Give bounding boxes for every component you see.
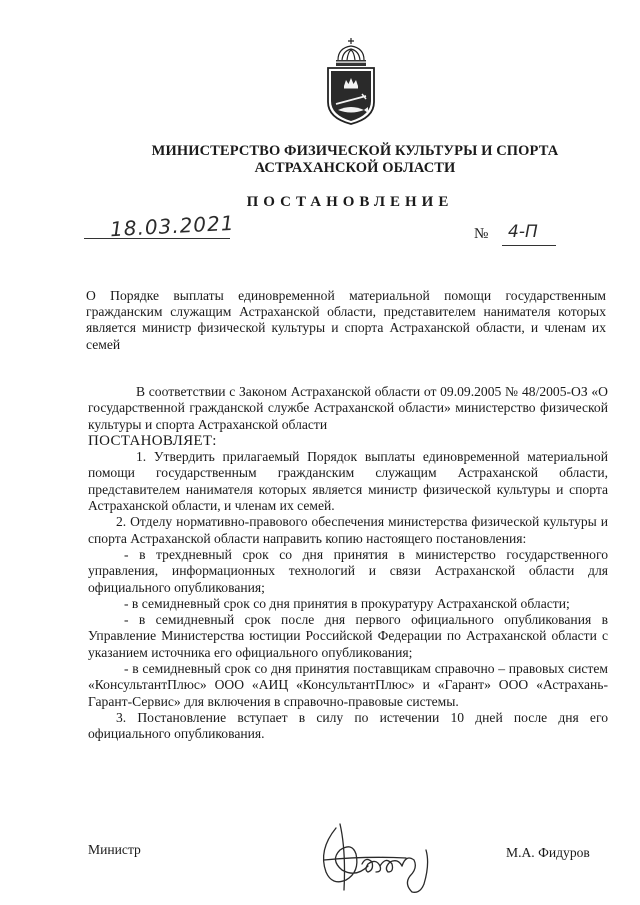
item-2: 2. Отделу нормативно-правового обеспечения министерства физической культуры и спорта Астраханской области направить копию настоящего постановления: [88,514,608,546]
document-type: ПОСТАНОВЛЕНИЕ [246,194,454,210]
ministry-name [70,143,640,177]
document-number: 4-П [508,222,538,242]
decree-word: ПОСТАНОВЛЯЕТ: [88,432,217,449]
item-2-b: - в семидневный срок со дня принятия в прокуратуру Астраханской области; [124,595,570,611]
item-2-c: - в семидневный срок после дня первого официального опубликования в Управление Министерства юстиции Российской Федерации по Астраханской области с указанием источника его официального опубликования; [88,612,608,660]
handwritten-signature-icon [306,820,456,900]
item-1: 1. Утвердить прилагаемый Порядок выплаты единовременной материальной помощи государственным гражданским служащим Астраханской области, представителем нанимателя которых является министр физической культуры и спорта Астраханской области, и членам их семей. [88,449,608,514]
astrakhan-coat-of-arms-icon [322,36,380,126]
item-2-d: - в семидневный срок со дня принятия поставщикам справочно – правовых систем «КонсультантПлюс» ООО «АИЦ «КонсультантПлюс» и «Гарант» ООО «Астрахань-Гарант-Сервис» для включения в справочно-правовые системы. [88,661,608,709]
ministry-name-line2: АСТРАХАНСКОЙ ОБЛАСТИ [254,160,456,176]
number-underline [502,245,556,246]
preamble: В соответствии с Законом Астраханской области от 09.09.2005 № 48/2005-ОЗ «О государственной гражданской службе Астраханской области» министерство физической культуры и спорта Астраханской области [88,384,608,432]
ministry-name-line1: МИНИСТЕРСТВО ФИЗИЧЕСКОЙ КУЛЬТУРЫ И СПОРТА [151,143,559,159]
document-date: 18.03.2021 [109,210,236,242]
signer-name: М.А. Фидуров [506,845,590,860]
signer-title: Министр [88,842,141,857]
document-body [88,384,608,743]
item-3: 3. Постановление вступает в силу по истечении 10 дней после дня его официального опубликования. [88,709,608,742]
item-2-a: - в трехдневный срок со дня принятия в министерство государственного управления, информационных технологий и связи Астраханской области для официального опубликования; [88,546,608,595]
number-sign: № [474,226,489,242]
document-subject: О Порядке выплаты единовременной материальной помощи государственным гражданским служащим Астраханской области, представителем нанимателя которых является министр физической культуры и спорта Астраханской области, и членам их семей [86,288,606,352]
